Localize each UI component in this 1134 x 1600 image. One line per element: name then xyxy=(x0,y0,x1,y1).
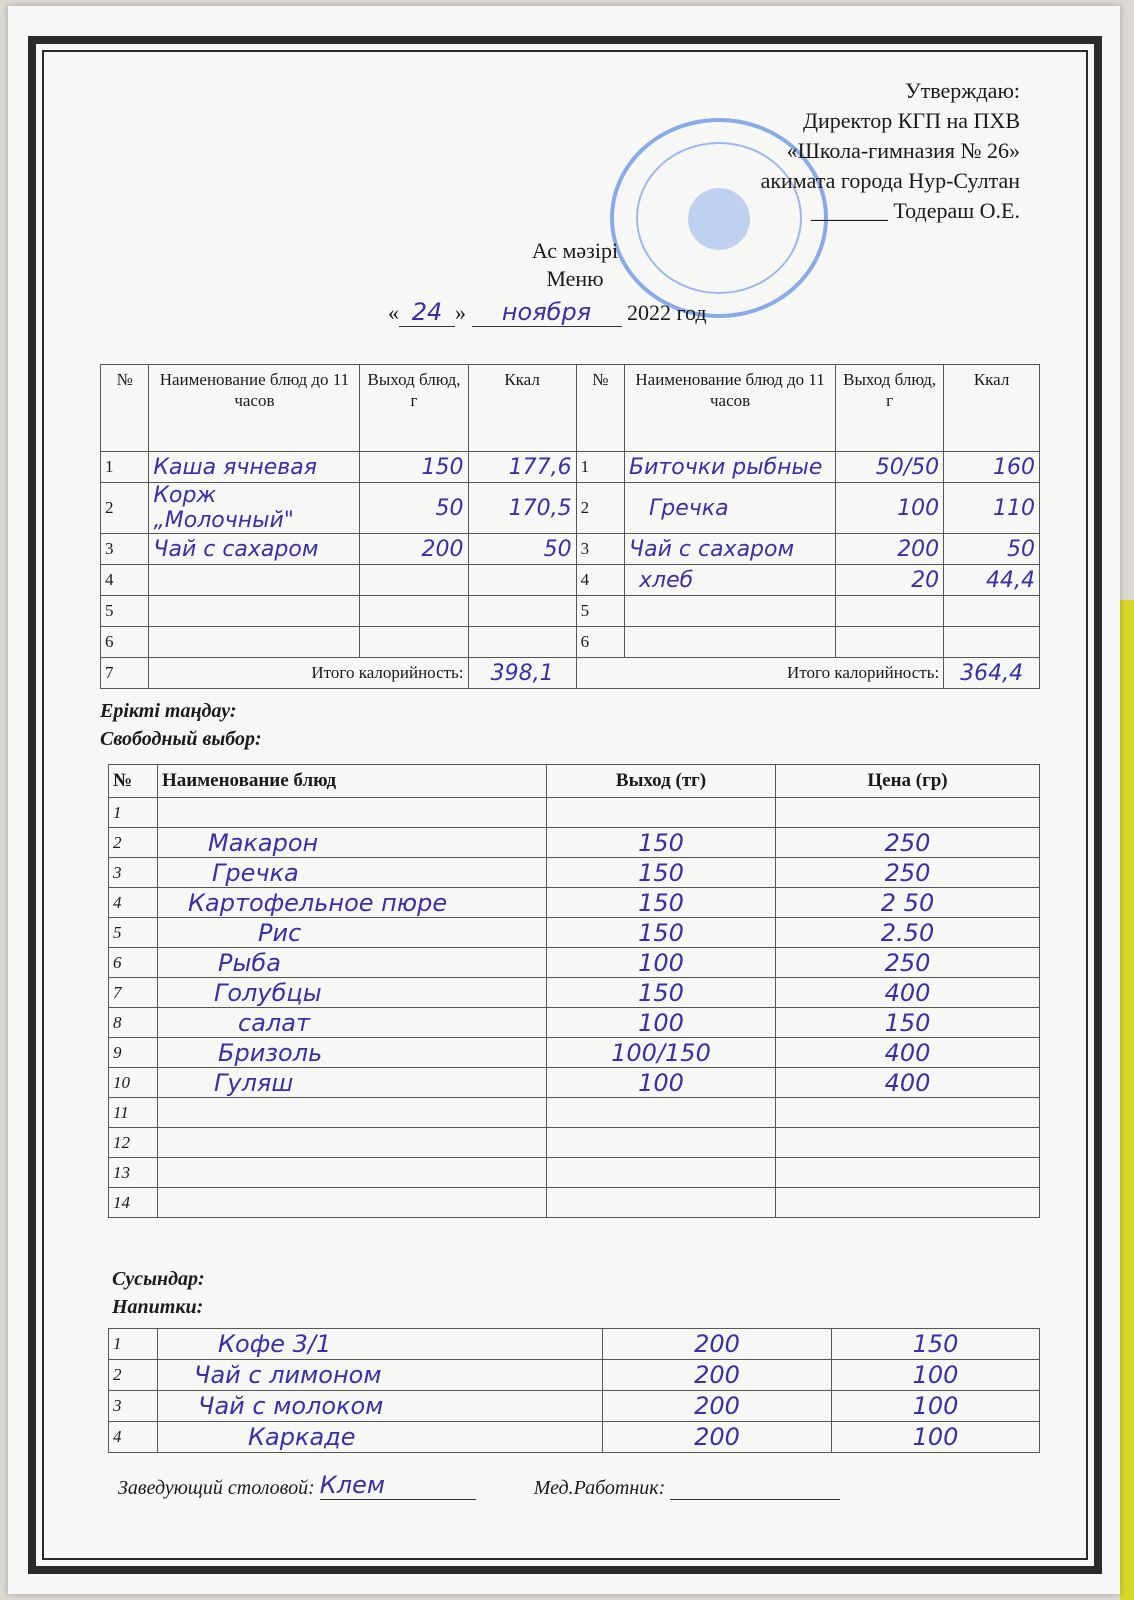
dish-name: хлеб xyxy=(625,565,836,596)
dish-price: 250 xyxy=(776,858,1040,888)
dish-out xyxy=(360,565,468,596)
row-num: 6 xyxy=(101,627,149,658)
dish-name: салат xyxy=(158,1008,547,1038)
dish-out: 150 xyxy=(547,888,776,918)
dish-out: 100/150 xyxy=(547,1038,776,1068)
approve-line-2: Директор КГП на ПХВ xyxy=(802,108,1020,133)
drink-out: 200 xyxy=(603,1391,832,1422)
dish-name: Рыба xyxy=(158,948,547,978)
table-row xyxy=(101,534,1040,565)
dish-out: 50 xyxy=(360,483,468,534)
table-row xyxy=(109,1098,1040,1128)
dish-name xyxy=(149,627,360,658)
dish-name: Биточки рыбные xyxy=(625,452,836,483)
row-num: 7 xyxy=(109,978,158,1008)
total-label-2: Итого калорийность: xyxy=(576,658,944,689)
dish-name: Бризоль xyxy=(158,1038,547,1068)
dish-out xyxy=(547,1128,776,1158)
dish-name xyxy=(625,627,836,658)
row-num: 4 xyxy=(109,1422,158,1453)
dish-name: Чай с сахаром xyxy=(625,534,836,565)
table-row xyxy=(109,1158,1040,1188)
dish-out xyxy=(360,627,468,658)
total-kcal-right: 364,4 xyxy=(944,658,1040,689)
dish-out: 100 xyxy=(547,948,776,978)
row-num: 5 xyxy=(576,596,624,627)
table-row xyxy=(109,828,1040,858)
table-row xyxy=(109,978,1040,1008)
row-num: 4 xyxy=(576,565,624,596)
drink-name: Каркаде xyxy=(158,1422,603,1453)
dish-kcal xyxy=(468,596,576,627)
dish-name xyxy=(158,798,547,828)
dish-out: 20 xyxy=(836,565,944,596)
head-of-canteen-signature: Клем xyxy=(320,1471,476,1500)
table-row xyxy=(109,1038,1040,1068)
dish-out: 200 xyxy=(836,534,944,565)
dish-price: 2 50 xyxy=(776,888,1040,918)
row-num: 11 xyxy=(109,1098,158,1128)
col-kcal: Ккал xyxy=(468,365,576,452)
dish-kcal: 170,5 xyxy=(468,483,576,534)
approve-line-3: «Школа-гимназия № 26» xyxy=(786,138,1020,163)
table-row xyxy=(109,1422,1040,1453)
dish-out xyxy=(547,798,776,828)
dish-name xyxy=(149,596,360,627)
row-num: 3 xyxy=(576,534,624,565)
table-row xyxy=(101,565,1040,596)
row-num: 1 xyxy=(576,452,624,483)
dish-name: Рис xyxy=(158,918,547,948)
col-out: Выход (тг) xyxy=(547,765,776,798)
head-of-canteen-label: Заведующий столовой: xyxy=(118,1477,315,1499)
table-total-row xyxy=(101,658,1040,689)
free-choice-label-ru: Свободный выбор: xyxy=(100,728,262,750)
row-num: 1 xyxy=(109,1329,158,1360)
approve-line-4: акимата города Нур-Султан xyxy=(760,168,1020,193)
table-row xyxy=(109,858,1040,888)
row-num: 12 xyxy=(109,1128,158,1158)
dish-out xyxy=(836,627,944,658)
dish-price xyxy=(776,1098,1040,1128)
dish-out xyxy=(547,1098,776,1128)
drinks-table xyxy=(108,1328,1040,1453)
dish-kcal: 50 xyxy=(468,534,576,565)
row-num: 7 xyxy=(101,658,149,689)
col-price: Цена (гр) xyxy=(776,765,1040,798)
row-num: 5 xyxy=(101,596,149,627)
dish-out: 150 xyxy=(547,858,776,888)
row-num: 4 xyxy=(109,888,158,918)
dish-kcal: 44,4 xyxy=(944,565,1040,596)
dish-name xyxy=(158,1128,547,1158)
dish-price xyxy=(776,798,1040,828)
dish-kcal: 50 xyxy=(944,534,1040,565)
dish-name: Гречка xyxy=(625,483,836,534)
dish-out xyxy=(547,1158,776,1188)
dish-name xyxy=(149,565,360,596)
background-edge xyxy=(1120,600,1134,1600)
dish-name: Гуляш xyxy=(158,1068,547,1098)
table-row xyxy=(101,596,1040,627)
drinks-label-kz: Сусындар: xyxy=(112,1268,205,1290)
table-row xyxy=(101,483,1040,534)
table-row xyxy=(101,452,1040,483)
dish-price: 2.50 xyxy=(776,918,1040,948)
drink-name: Кофе 3/1 xyxy=(158,1329,603,1360)
menu-sheet xyxy=(8,6,1120,1594)
dish-name: Макарон xyxy=(158,828,547,858)
row-num: 1 xyxy=(101,452,149,483)
date-close-quote: » xyxy=(455,300,466,325)
col-out-2: Выход блюд, г xyxy=(836,365,944,452)
drink-price: 100 xyxy=(832,1360,1040,1391)
drink-name: Чай с лимоном xyxy=(158,1360,603,1391)
dish-name xyxy=(158,1188,547,1218)
total-label: Итого калорийность: xyxy=(149,658,468,689)
row-num: 13 xyxy=(109,1158,158,1188)
approve-line-5: _______ Тодераш О.Е. xyxy=(810,198,1020,223)
dish-out: 200 xyxy=(360,534,468,565)
free-choice-table xyxy=(108,764,1040,1218)
dish-name: Картофельное пюре xyxy=(158,888,547,918)
dish-price: 400 xyxy=(776,1038,1040,1068)
date-day: 24 xyxy=(399,298,455,327)
dish-out: 100 xyxy=(547,1068,776,1098)
dish-kcal xyxy=(468,565,576,596)
row-num: 2 xyxy=(101,483,149,534)
table-row xyxy=(109,888,1040,918)
dish-price: 400 xyxy=(776,1068,1040,1098)
row-num: 5 xyxy=(109,918,158,948)
row-num: 2 xyxy=(109,828,158,858)
drink-price: 100 xyxy=(832,1391,1040,1422)
dish-name xyxy=(158,1098,547,1128)
dish-out xyxy=(836,596,944,627)
row-num: 9 xyxy=(109,1038,158,1068)
dish-price: 400 xyxy=(776,978,1040,1008)
row-num: 4 xyxy=(101,565,149,596)
dish-kcal: 160 xyxy=(944,452,1040,483)
table-header-row xyxy=(101,365,1040,452)
dish-name xyxy=(625,596,836,627)
menu-date xyxy=(388,298,707,327)
dish-out: 150 xyxy=(547,828,776,858)
table-row xyxy=(101,627,1040,658)
med-worker-signature-line xyxy=(670,1499,840,1500)
row-num: 6 xyxy=(109,948,158,978)
dish-out: 150 xyxy=(360,452,468,483)
table-row xyxy=(109,1128,1040,1158)
dish-price xyxy=(776,1128,1040,1158)
drink-price: 150 xyxy=(832,1329,1040,1360)
date-year: 2022 год xyxy=(627,300,707,325)
date-month: ноября xyxy=(472,298,622,327)
free-choice-label-kz: Ерікті таңдау: xyxy=(100,700,237,722)
title-ru: Меню xyxy=(546,266,604,291)
row-num: 8 xyxy=(109,1008,158,1038)
dish-name: Корж „Молочный" xyxy=(149,483,360,534)
col-out: Выход блюд, г xyxy=(360,365,468,452)
table-row xyxy=(109,1329,1040,1360)
drink-out: 200 xyxy=(603,1422,832,1453)
table-row xyxy=(109,1008,1040,1038)
drink-out: 200 xyxy=(603,1329,832,1360)
drink-price: 100 xyxy=(832,1422,1040,1453)
dish-kcal xyxy=(468,627,576,658)
dish-out xyxy=(547,1188,776,1218)
row-num: 3 xyxy=(101,534,149,565)
row-num: 6 xyxy=(576,627,624,658)
col-kcal-2: Ккал xyxy=(944,365,1040,452)
row-num: 14 xyxy=(109,1188,158,1218)
title-kaz: Ас мәзірі xyxy=(531,238,619,263)
table-row xyxy=(109,1188,1040,1218)
table-header-row xyxy=(109,765,1040,798)
dish-kcal: 177,6 xyxy=(468,452,576,483)
dish-out: 100 xyxy=(547,1008,776,1038)
dish-name xyxy=(158,1158,547,1188)
dish-price xyxy=(776,1158,1040,1188)
row-num: 2 xyxy=(576,483,624,534)
row-num: 3 xyxy=(109,858,158,888)
drink-out: 200 xyxy=(603,1360,832,1391)
row-num: 1 xyxy=(109,798,158,828)
row-num: 2 xyxy=(109,1360,158,1391)
daily-menu-table xyxy=(100,364,1040,689)
drink-name: Чай с молоком xyxy=(158,1391,603,1422)
med-worker-label: Мед.Работник: xyxy=(533,1477,666,1499)
dish-out xyxy=(360,596,468,627)
col-num-2: № xyxy=(576,365,624,452)
dish-out: 150 xyxy=(547,918,776,948)
col-name: Наименование блюд до 11 часов xyxy=(149,365,360,452)
dish-price xyxy=(776,1188,1040,1218)
dish-name: Гречка xyxy=(158,858,547,888)
dish-out: 150 xyxy=(547,978,776,1008)
row-num: 10 xyxy=(109,1068,158,1098)
signatures-footer xyxy=(118,1471,840,1500)
dish-price: 250 xyxy=(776,948,1040,978)
col-name: Наименование блюд xyxy=(158,765,547,798)
dish-name: Каша ячневая xyxy=(149,452,360,483)
total-kcal-left: 398,1 xyxy=(468,658,576,689)
row-num: 3 xyxy=(109,1391,158,1422)
col-name-2: Наименование блюд до 11 часов xyxy=(625,365,836,452)
drinks-label-ru: Напитки: xyxy=(112,1296,204,1318)
table-row xyxy=(109,918,1040,948)
table-row xyxy=(109,948,1040,978)
table-row xyxy=(109,1068,1040,1098)
table-row xyxy=(109,798,1040,828)
dish-price: 150 xyxy=(776,1008,1040,1038)
date-open-quote: « xyxy=(388,300,399,325)
dish-kcal xyxy=(944,596,1040,627)
dish-name: Голубцы xyxy=(158,978,547,1008)
table-row xyxy=(109,1391,1040,1422)
col-num: № xyxy=(109,765,158,798)
dish-name: Чай с сахаром xyxy=(149,534,360,565)
dish-out: 50/50 xyxy=(836,452,944,483)
approval-block xyxy=(761,76,1020,226)
dish-kcal: 110 xyxy=(944,483,1040,534)
table-row xyxy=(109,1360,1040,1391)
approve-line-1: Утверждаю: xyxy=(905,78,1020,103)
dish-out: 100 xyxy=(836,483,944,534)
dish-price: 250 xyxy=(776,828,1040,858)
dish-kcal xyxy=(944,627,1040,658)
col-num: № xyxy=(101,365,149,452)
